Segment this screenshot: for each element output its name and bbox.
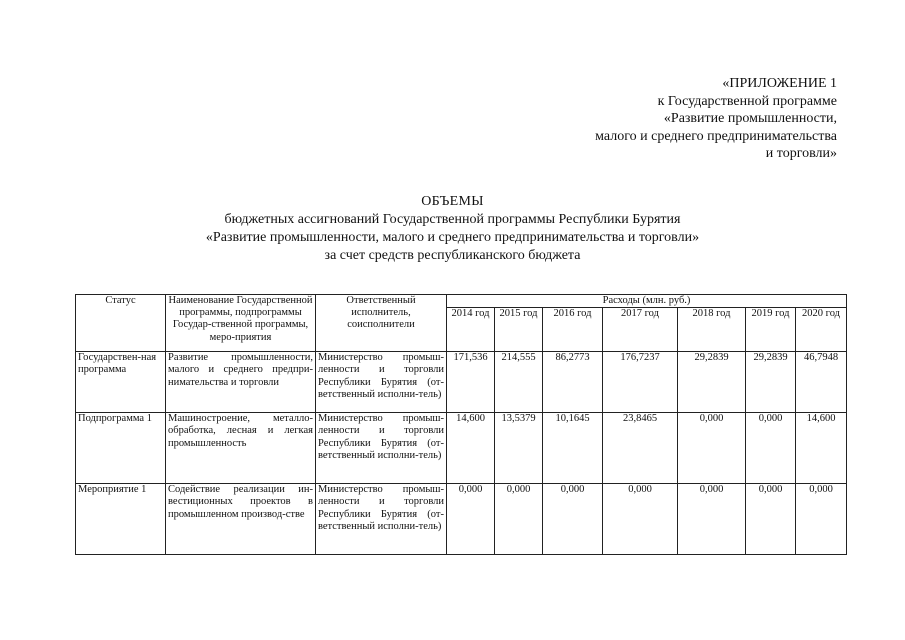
- cell-value: 23,8465: [603, 413, 678, 484]
- cell-value: 13,5379: [495, 413, 543, 484]
- cell-value: 0,000: [796, 484, 847, 555]
- cell-responsible: Министерство промыш-ленности и торговли Республики Бурятия (от-ветственный исполни-тель): [316, 413, 447, 484]
- appendix-line: малого и среднего предпринимательства: [595, 128, 837, 144]
- cell-value: 14,600: [796, 413, 847, 484]
- cell-value: 10,1645: [543, 413, 603, 484]
- cell-value: 86,2773: [543, 352, 603, 413]
- cell-value: 14,600: [447, 413, 495, 484]
- header-year: 2018 год: [678, 308, 746, 352]
- header-responsible: Ответственный исполнитель, соисполнители: [316, 295, 447, 352]
- cell-value: 0,000: [543, 484, 603, 555]
- title-line: за счет средств республиканского бюджета: [324, 248, 581, 263]
- document-title: [0, 193, 905, 265]
- cell-value: 0,000: [746, 484, 796, 555]
- appendix-header: [595, 75, 837, 163]
- header-row: [76, 295, 847, 308]
- title-line: ОБЪЕМЫ: [421, 194, 484, 209]
- cell-name: Содействие реализации ин-вестиционных проектов в промышленном производ-стве: [166, 484, 316, 555]
- cell-value: 0,000: [495, 484, 543, 555]
- header-expenses: Расходы (млн. руб.): [447, 295, 847, 308]
- title-line: бюджетных ассигнований Государственной программы Республики Бурятия: [224, 212, 681, 227]
- budget-table: [75, 294, 847, 555]
- header-year: 2015 год: [495, 308, 543, 352]
- cell-value: 29,2839: [746, 352, 796, 413]
- header-year: 2017 год: [603, 308, 678, 352]
- cell-value: 214,555: [495, 352, 543, 413]
- header-status: Статус: [76, 295, 166, 352]
- cell-value: 176,7237: [603, 352, 678, 413]
- cell-value: 0,000: [678, 413, 746, 484]
- cell-value: 0,000: [678, 484, 746, 555]
- cell-name: Развитие промышленности, малого и среднего предпри-нимательства и торговли: [166, 352, 316, 413]
- header-year: 2019 год: [746, 308, 796, 352]
- cell-name: Машиностроение, металло-обработка, лесная и легкая промышленность: [166, 413, 316, 484]
- appendix-line: «ПРИЛОЖЕНИЕ 1: [722, 76, 837, 91]
- cell-value: 0,000: [447, 484, 495, 555]
- cell-value: 46,7948: [796, 352, 847, 413]
- cell-status: Мероприятие 1: [76, 484, 166, 555]
- header-year: 2016 год: [543, 308, 603, 352]
- header-year: 2014 год: [447, 308, 495, 352]
- header-year: 2020 год: [796, 308, 847, 352]
- cell-status: Государствен-ная программа: [76, 352, 166, 413]
- table-row: [76, 484, 847, 555]
- appendix-line: к Государственной программе: [657, 93, 837, 109]
- cell-value: 0,000: [603, 484, 678, 555]
- header-name: Наименование Государственной программы, подпрограммы Государ-ственной программы, меро-приятия: [166, 295, 316, 352]
- table-row: [76, 413, 847, 484]
- appendix-line: «Развитие промышленности,: [663, 111, 837, 127]
- title-line: «Развитие промышленности, малого и среднего предпринимательства и торговли»: [205, 230, 700, 245]
- cell-responsible: Министерство промыш-ленности и торговли Республики Бурятия (от-ветственный исполни-тель): [316, 352, 447, 413]
- cell-value: 0,000: [746, 413, 796, 484]
- cell-value: 29,2839: [678, 352, 746, 413]
- appendix-line: и торговли»: [765, 146, 837, 162]
- table-row: [76, 352, 847, 413]
- cell-status: Подпрограмма 1: [76, 413, 166, 484]
- cell-responsible: Министерство промыш-ленности и торговли Республики Бурятия (от-ветственный исполни-тель): [316, 484, 447, 555]
- cell-value: 171,536: [447, 352, 495, 413]
